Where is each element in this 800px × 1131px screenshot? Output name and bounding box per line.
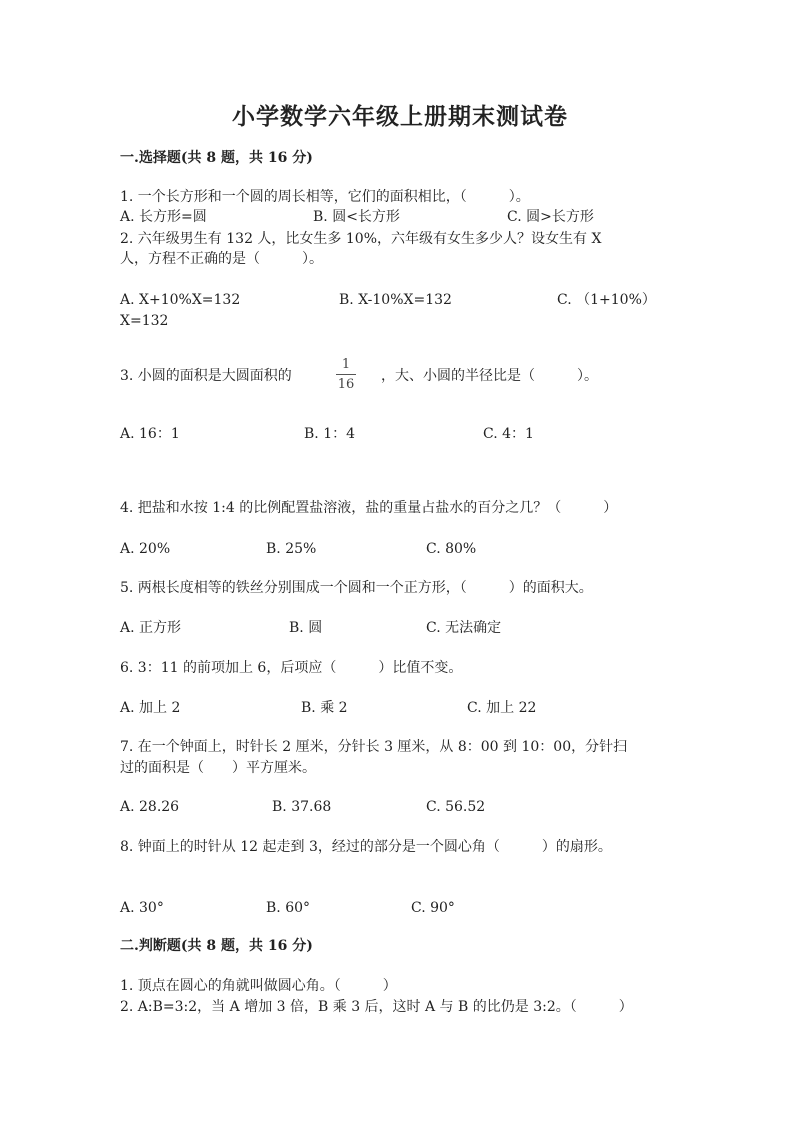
option-b: B. 乘 2: [301, 700, 348, 716]
question-stem: 6. 3：11 的前项加上 6，后项应（ ）比值不变。: [120, 660, 463, 676]
fraction-numerator: 1: [341, 357, 351, 372]
option-c: C. 加上 22: [467, 700, 537, 716]
page-title: 小学数学六年级上册期末测试卷: [232, 103, 568, 130]
option-a: A. 加上 2: [120, 700, 181, 716]
option-b: B. 圆: [289, 620, 323, 636]
question-stem: 7. 在一个钟面上，时针长 2 厘米，分针长 3 厘米，从 8：00 到 10：00，分针扫: [120, 739, 628, 755]
question-stem-continued: 过的面积是（ ）平方厘米。: [120, 760, 316, 776]
option-c: C. 80%: [426, 541, 477, 557]
option-a: A. 28.26: [120, 799, 180, 815]
option-c: C. 圆>长方形: [507, 209, 594, 225]
option-b: B. X-10%X=132: [339, 292, 452, 308]
option-b: B. 37.68: [272, 799, 332, 815]
question-stem: 2. A:B=3:2，当 A 增加 3 倍，B 乘 3 后，这时 A 与 B 的比仍是 3:2。（ ）: [120, 999, 633, 1015]
option-c: C. （1+10%）: [557, 292, 656, 308]
option-c: C. 无法确定: [426, 620, 502, 636]
option-a: A. X+10%X=132: [120, 292, 241, 308]
question-stem: 5. 两根长度相等的铁丝分别围成一个圆和一个正方形，（ ）的面积大。: [120, 580, 593, 596]
option-b: B. 60°: [266, 900, 311, 916]
option-c: C. 90°: [411, 900, 455, 916]
option-a: A. 30°: [120, 900, 164, 916]
option-b: B. 25%: [266, 541, 317, 557]
section-heading-choice: 一.选择题(共 8 题，共 16 分): [120, 150, 313, 166]
question-stem-continued: ，大、小圆的半径比是（ ）。: [381, 368, 598, 384]
option-c: C. 56.52: [426, 799, 486, 815]
option-c: C. 4：1: [483, 426, 534, 442]
question-stem-continued: 人，方程不正确的是（ ）。: [120, 251, 323, 267]
option-a: A. 长方形=圆: [120, 209, 207, 225]
option-a: A. 16：1: [120, 426, 180, 442]
question-stem: 2. 六年级男生有 132 人，比女生多 10%，六年级有女生多少人？设女生有 X: [120, 231, 602, 247]
option-b: B. 圆<长方形: [313, 209, 400, 225]
fraction: [333, 357, 359, 392]
option-a: A. 20%: [120, 541, 171, 557]
option-b: B. 1：4: [304, 426, 356, 442]
question-stem: 3. 小圆的面积是大圆面积的: [120, 368, 292, 384]
fraction-denominator: 16: [337, 377, 355, 392]
option-a: A. 正方形: [120, 620, 182, 636]
section-heading-judgement: 二.判断题(共 8 题，共 16 分): [120, 938, 313, 954]
fraction-bar: [336, 374, 356, 375]
question-stem: 1. 顶点在圆心的角就叫做圆心角。（ ）: [120, 978, 397, 994]
option-c-continuation: X=132: [120, 313, 169, 329]
question-stem: 4. 把盐和水按 1:4 的比例配置盐溶液，盐的重量占盐水的百分之几？（ ）: [120, 500, 618, 516]
question-stem: 8. 钟面上的时针从 12 起走到 3，经过的部分是一个圆心角（ ）的扇形。: [120, 839, 612, 855]
question-stem: 1. 一个长方形和一个圆的周长相等，它们的面积相比，（ ）。: [120, 189, 530, 205]
